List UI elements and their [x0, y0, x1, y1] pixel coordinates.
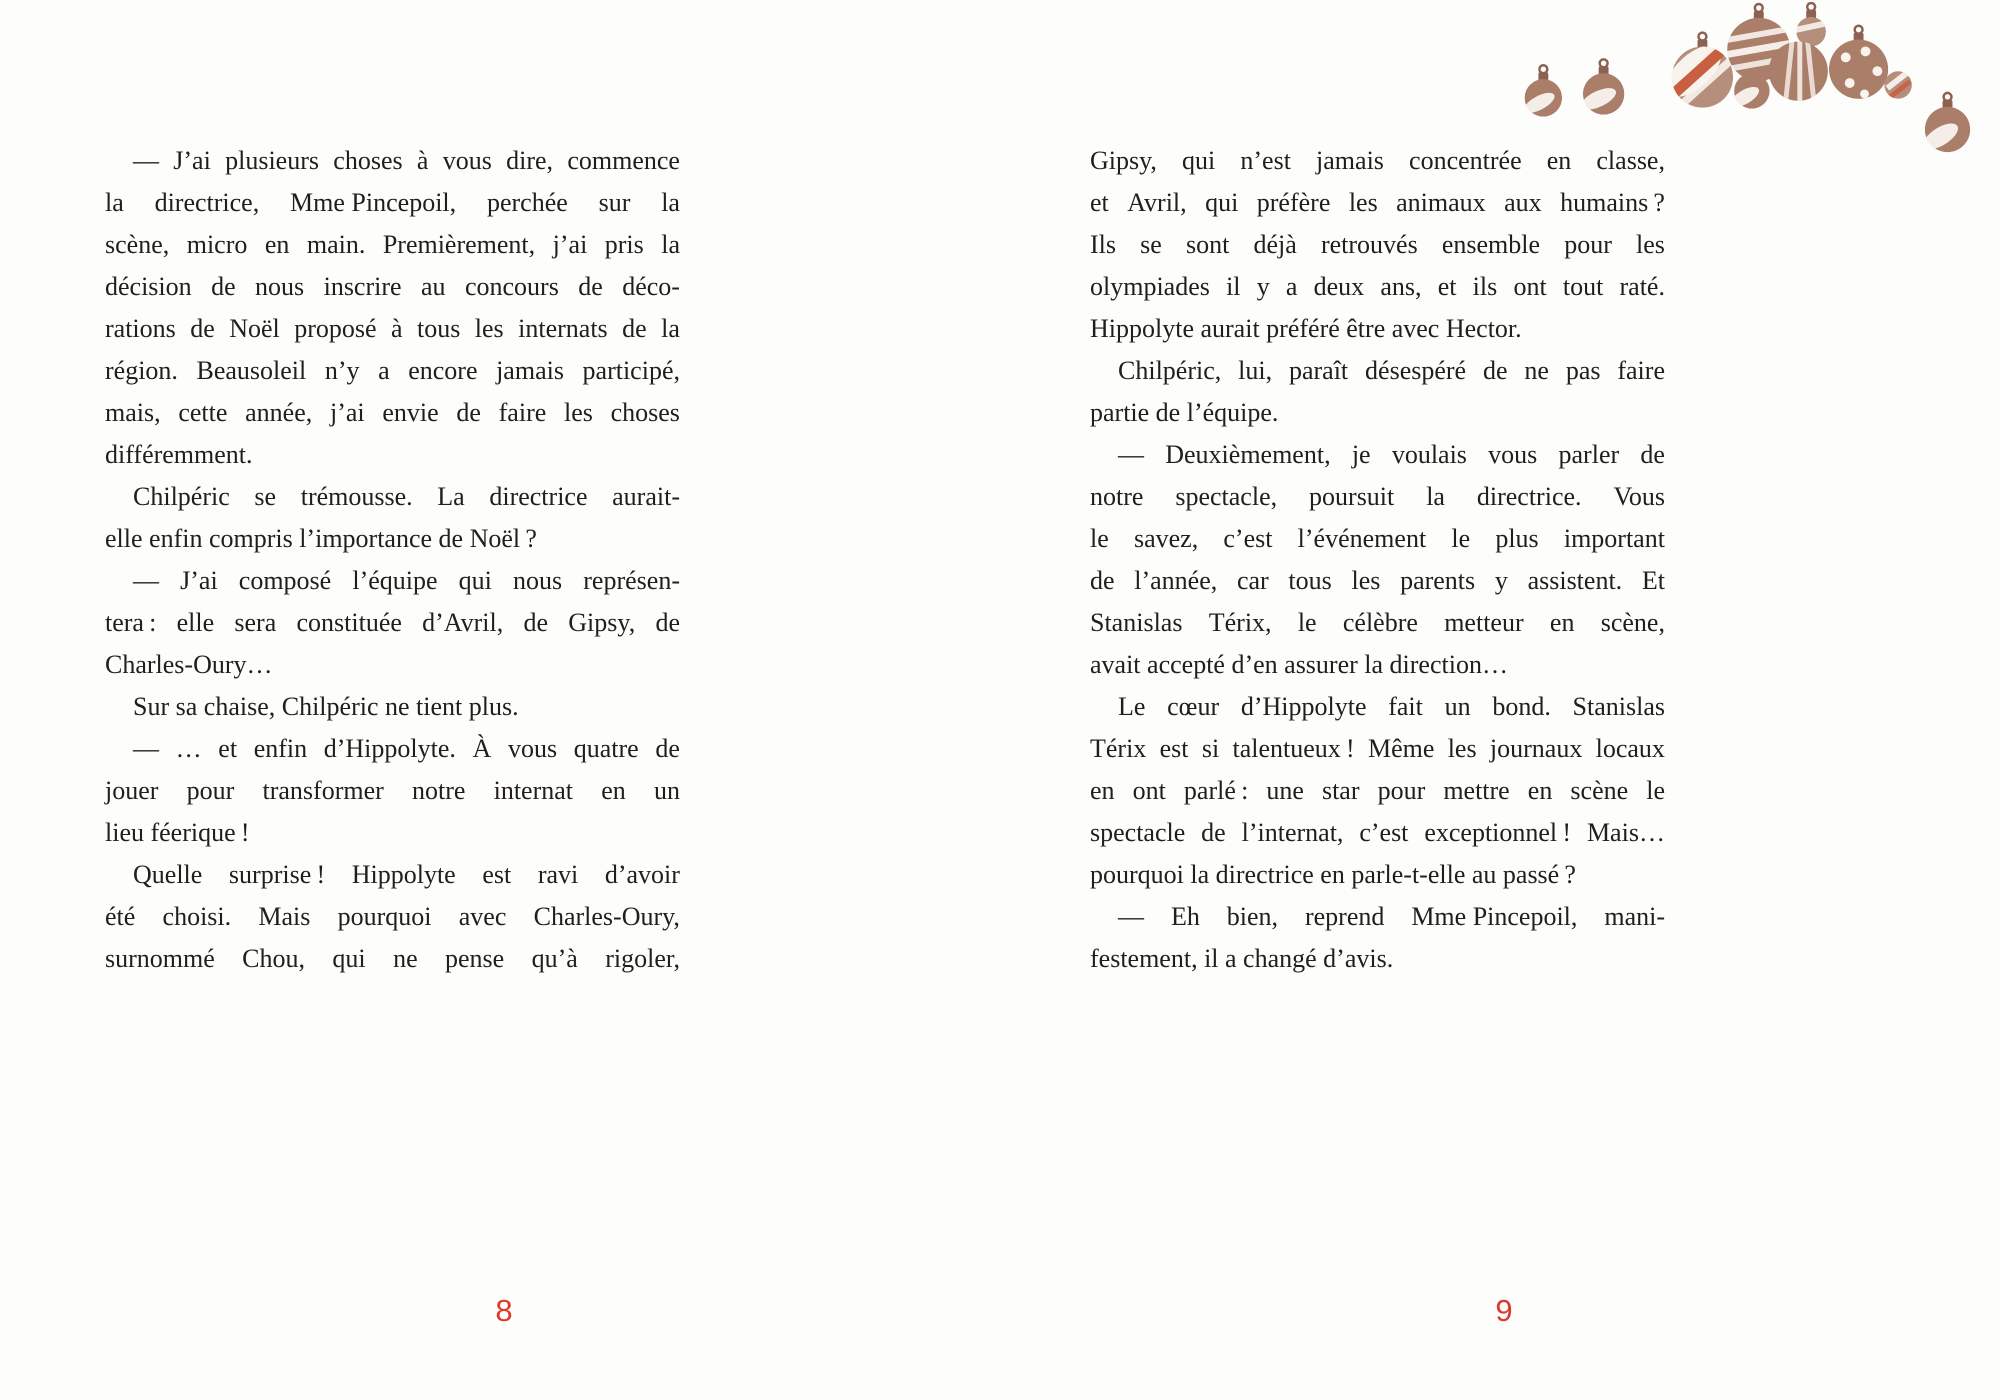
text-line: avait accepté d’en assurer la direction…: [1090, 650, 1508, 679]
paragraph: [105, 560, 680, 686]
text-line: olympiades il y a deux ans, et ils ont tout raté.: [1090, 272, 1665, 301]
paragraph: [105, 140, 680, 476]
text-line: Térix est si talentueux ! Même les journaux locaux: [1090, 734, 1665, 763]
text-line: Charles-Oury…: [105, 650, 273, 679]
text-line: — J’ai composé l’équipe qui nous représen-: [133, 566, 680, 595]
text-line: décision de nous inscrire au concours de déco-: [105, 272, 680, 301]
text-line: — … et enfin d’Hippolyte. À vous quatre de: [133, 734, 680, 763]
page-number-right: 9: [1495, 1293, 1513, 1328]
text-line: en ont parlé : une star pour mettre en scène le: [1090, 776, 1665, 805]
text-line: pourquoi la directrice en parle-t-elle au passé ?: [1090, 860, 1576, 889]
text-line: été choisi. Mais pourquoi avec Charles-Oury,: [105, 902, 680, 931]
text-column-left: [105, 140, 680, 980]
text-line: le savez, c’est l’événement le plus important: [1090, 524, 1665, 553]
text-line: de l’année, car tous les parents y assistent. Et: [1090, 566, 1665, 595]
text-line: Chilpéric, lui, paraît désespéré de ne pas faire: [1118, 356, 1665, 385]
text-line: — J’ai plusieurs choses à vous dire, commence: [133, 146, 680, 175]
paragraph: [1090, 896, 1665, 980]
paragraph: [105, 476, 680, 560]
text-line: tera : elle sera constituée d’Avril, de Gipsy, de: [105, 608, 680, 637]
paragraph: [1090, 350, 1665, 434]
text-line: — Deuxièmement, je voulais vous parler de: [1118, 440, 1665, 469]
text-line: notre spectacle, poursuit la directrice. Vous: [1090, 482, 1665, 511]
paragraph: [105, 728, 680, 854]
text-line: Hippolyte aurait préféré être avec Hector.: [1090, 314, 1522, 343]
paragraph: [1090, 434, 1665, 686]
text-line: Gipsy, qui n’est jamais concentrée en classe,: [1090, 146, 1665, 175]
text-line: festement, il a changé d’avis.: [1090, 944, 1394, 973]
text-line: mais, cette année, j’ai envie de faire les choses: [105, 398, 680, 427]
text-line: différemment.: [105, 440, 253, 469]
text-line: Sur sa chaise, Chilpéric ne tient plus.: [133, 692, 519, 721]
text-line: Chilpéric se trémousse. La directrice aurait-: [133, 482, 680, 511]
text-line: Quelle surprise ! Hippolyte est ravi d’avoir: [133, 860, 680, 889]
text-line: la directrice, Mme Pincepoil, perchée sur la: [105, 188, 680, 217]
text-line: Ils se sont déjà retrouvés ensemble pour les: [1090, 230, 1665, 259]
text-column-right: [1090, 140, 1665, 980]
text-line: et Avril, qui préfère les animaux aux humains ?: [1090, 188, 1665, 217]
paragraph: [1090, 686, 1665, 896]
page-number-left: 8: [495, 1293, 513, 1328]
paragraph: [105, 686, 680, 728]
text-line: jouer pour transformer notre internat en un: [105, 776, 680, 805]
text-line: partie de l’équipe.: [1090, 398, 1279, 427]
text-line: elle enfin compris l’importance de Noël ?: [105, 524, 537, 553]
text-line: rations de Noël proposé à tous les internats de la: [105, 314, 680, 343]
text-line: région. Beausoleil n’y a encore jamais participé,: [105, 356, 680, 385]
paragraph: [105, 854, 680, 980]
text-line: — Eh bien, reprend Mme Pincepoil, mani-: [1118, 902, 1665, 931]
text-line: spectacle de l’internat, c’est exceptionnel ! Mais…: [1090, 818, 1665, 847]
text-line: Le cœur d’Hippolyte fait un bond. Stanislas: [1118, 692, 1665, 721]
text-line: lieu féerique !: [105, 818, 250, 847]
text-line: Stanislas Térix, le célèbre metteur en scène,: [1090, 608, 1665, 637]
text-line: scène, micro en main. Premièrement, j’ai pris la: [105, 230, 680, 259]
paragraph: [1090, 140, 1665, 350]
text-line: surnommé Chou, qui ne pense qu’à rigoler,: [105, 944, 680, 973]
